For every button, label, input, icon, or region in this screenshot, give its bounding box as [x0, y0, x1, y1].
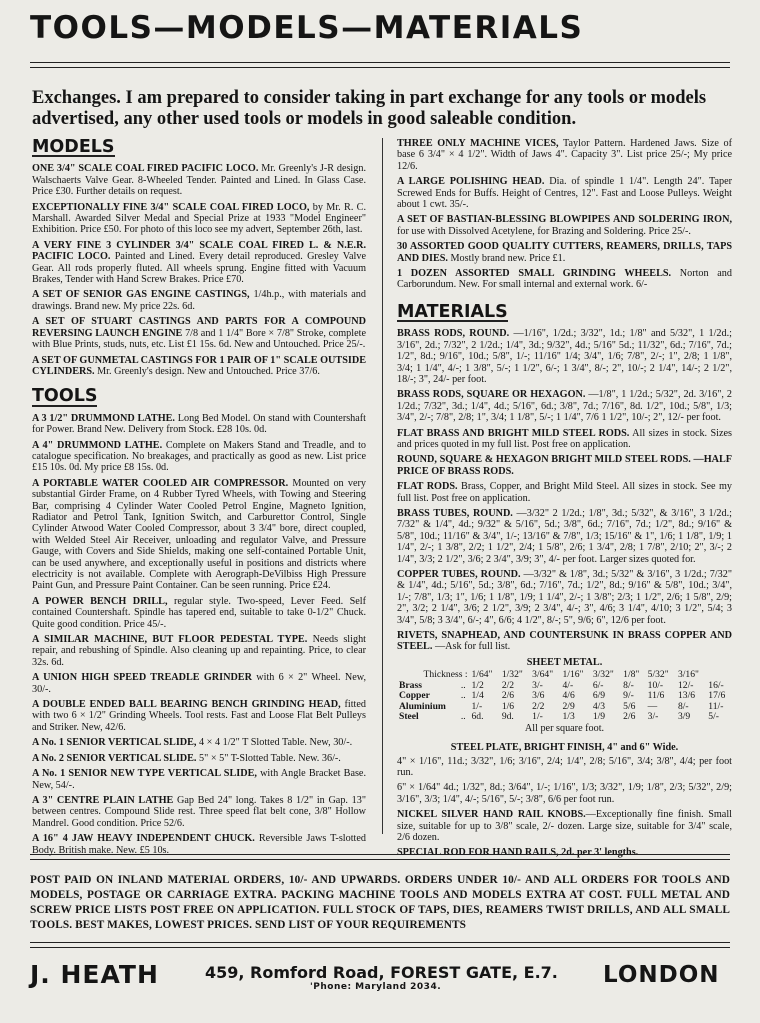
- listing-lead: A UNION HIGH SPEED TREADLE GRINDER: [32, 672, 252, 684]
- price-cell: 1/6: [501, 700, 515, 712]
- listing-body: Mounted on very substantial Girder Frame, on 4 Rubber Tyred Wheels, with Towing and Steering Bar, comprising 4 Cylinder Water Cooled Petrol Engine, Magneto Ignition, Radiator and Petrol Tank, Ignition Switch, and Carburettor Control, Single Cylinder Atwood Water Cooled Compressor, about 3 3/4" bore, direct coupled, with Welded Steel Air Receiver, unloading and regulator Valve, and Pressure Gauge, with Covers and Side Shields, making one self-contained Portable Unit, can be used anywhere, and exceptionally useful in positions and districts where electricity is not available. Complete with Aerograph-DeVilbiss High Pressure Paint Gun, and Pressure Paint Container. Can be seen running. Price £24.: [32, 477, 367, 592]
- left-column: [32, 138, 366, 860]
- listing-body: Brass, Copper, and Bright Mild Steel. All sizes in stock. See my full list. Post free on application.: [397, 481, 733, 504]
- listing-lead: A No. 1 SENIOR NEW TYPE VERTICAL SLIDE,: [32, 768, 257, 780]
- listing-body: fitted with two 6 × 1/2" Grinding Wheels. Tool rests. Fast and Loose Flat Belt Pulleys and Striker. New, 42/6.: [32, 699, 366, 733]
- listing-body: 1/4h.p., with materials and drawings. Brand new. My price 22s. 6d.: [32, 289, 366, 312]
- listing-item: [32, 596, 366, 630]
- listing-lead: A SET OF SENIOR GAS ENGINE CASTINGS,: [32, 289, 250, 301]
- listing-lead: A SIMILAR MACHINE, BUT FLOOR PEDESTAL TYPE.: [32, 634, 308, 646]
- address: 459, Romford Road, FOREST GATE, E.7.: [205, 963, 558, 982]
- listing-body: Mr. Greenly's design. New and Untouched. Price 37/6.: [97, 365, 320, 377]
- listing-item: [32, 753, 366, 764]
- listing-item: [32, 240, 366, 286]
- listing-lead: A 16" 4 JAW HEAVY INDEPENDENT CHUCK.: [32, 833, 255, 845]
- listing-lead: THREE ONLY MACHINE VICES,: [397, 138, 559, 149]
- materials-heading: MATERIALS: [397, 301, 508, 322]
- listing-item: [32, 478, 366, 592]
- listing-body: Reversible Jaws T-slotted Body. British make. New. £5 10s.: [32, 833, 366, 856]
- sheet-metal-note: All per square foot.: [524, 722, 605, 734]
- listing-item: [32, 316, 366, 350]
- thickness-value: 1/8": [623, 669, 640, 681]
- listing-item: [397, 454, 732, 477]
- listing-lead: A LARGE POLISHING HEAD.: [397, 176, 545, 188]
- listing-item: [397, 268, 732, 291]
- price-cell: 11/6: [647, 690, 665, 702]
- listing-item: [32, 634, 366, 668]
- listing-body: Norton and Carborundum. New. For small internal and external work. 6/-: [397, 268, 732, 291]
- listing-item: [397, 508, 732, 565]
- listing-lead: A VERY FINE 3 CYLINDER 3/4" SCALE COAL FIRED L. & N.E.R. PACIFIC LOCO.: [32, 239, 366, 263]
- price-cell: —: [647, 700, 658, 712]
- price-cell: 4/6: [562, 690, 575, 702]
- thickness-value: 3/64": [532, 669, 554, 681]
- listing-body: Taylor Pattern. Hardened Jaws. Size of base 6 3/4" × 4 1/2". Width of Jaws 4". Capacity 3". List price 25/-; My price 12/6.: [397, 138, 732, 172]
- listing-lead: BRASS RODS, SQUARE OR HEXAGON.: [397, 389, 586, 401]
- price-cell: 12/-: [677, 679, 694, 691]
- sheet-metal-body: [397, 681, 732, 723]
- listing-body: 4 × 4 1/2" T Slotted Table. New, 30/-.: [199, 737, 353, 749]
- listing-item: [397, 569, 732, 626]
- metal-name: Steel: [399, 711, 419, 723]
- listing-body: with 6 × 2" Wheel. New, 30/-.: [32, 672, 366, 695]
- price-cell: 2/6: [623, 711, 636, 723]
- price-cell: 5/6: [623, 700, 636, 712]
- exchange-notice: Exchanges. I am prepared to consider taking in part exchange for any tools or models advertised, any other used tools or models in good saleable condition.: [32, 88, 707, 129]
- nickel-knobs-item: [397, 809, 732, 843]
- listing-item: [32, 163, 366, 197]
- price-cell: 3/6: [532, 690, 545, 702]
- leader-dots: ..: [460, 679, 466, 691]
- thickness-label: Thickness :: [423, 669, 468, 681]
- listing-body: —3/32" & 1/8", 3d.; 5/32" & 3/16", 3 1/2d.; 7/32" & 1/4", 4d.; 5/16", 5d.; 3/8", 6d.; 7/16", 7d.; 1/2", 8d.; 9/16" & 5/8", 10d.; 3/4", 1/-; 7/8", 1/3; 1", 1/6; 1 1/8", 1/9; 1 1/4", 2/-; 1 3/8"; 2/3; 1 1/2", 2/6; 1 5/8", 2/9; 2", 3/2; 2 1/4", 3/6; 2 1/2", 3/9; 2 3/4", 4/-; 3", 4/6; 3 1/4", 4/10; 3 1/2", 5/4; 3 3/4", 5/8; 3 3/4", 6/-; 4", 6/6; 4 1/2", 8/-; 5", 9/6; 6", 12/6 per foot.: [397, 569, 732, 626]
- listing-item: [32, 737, 366, 748]
- listing-lead: A SET OF STUART CASTINGS AND PARTS FOR A COMPOUND REVERSING LAUNCH ENGINE: [32, 316, 366, 339]
- listing-body: —3/32" 2 1/2d.; 1/8", 3d.; 5/32", & 3/16", 3 1/2d.; 7/32" & 1/4", 4d.; 9/32" & 5/16", 5d.; 3/8", 6d.; 7/16", 7d.; 1/2", 8d.; 9/16" & 5/8", 10d.; 11/16" & 3/4", 1/-; 13/16" & 7/8", 1/3; 15/16" & 1", 1/6; 1 1/8", 1/9; 1 1/4", 2/-; 1 3/8", 2/2; 1 1/2", 2/4; 1 5/8", 2/6; 1 3/4", 2/8; 1 7/8", 2/10; 2", 3/-; 2 1/4", 3/3; 2 1/2", 3/6; 2 3/4", 3/9; 3", 4/- per foot. Larger sizes quoted for.: [397, 507, 733, 565]
- listing-item: [397, 241, 732, 264]
- listing-item: [32, 413, 366, 436]
- listing-body: by Mr. R. C. Marshall. Awarded Silver Medal and Special Prize at 1933 "Model Engineer" Exhibition. Price £50. For photo of this loco see my advert, September 26th, last.: [32, 201, 367, 236]
- column-divider: [382, 138, 383, 834]
- metal-name: Copper: [399, 690, 430, 702]
- thickness-value: 1/64": [471, 669, 493, 681]
- title-rule-double: [30, 67, 730, 68]
- listing-lead: COPPER TUBES, ROUND.: [397, 569, 521, 580]
- price-cell: 8/-: [623, 679, 634, 691]
- listing-body: Complete on Makers Stand and Treadle, and to catalogue specification. No breakages, and practically as good as new. List price £15 10s. 0d. My price £8 15s. 0d.: [32, 439, 366, 474]
- listing-lead: ONE 3/4" SCALE COAL FIRED PACIFIC LOCO.: [32, 163, 259, 175]
- listing-item: [397, 428, 732, 451]
- city: LONDON: [603, 962, 720, 988]
- brand-name: J. HEATH: [30, 960, 159, 989]
- metal-name: Aluminium: [399, 700, 446, 712]
- price-cell: 6d.: [471, 711, 484, 723]
- price-cell: 10/-: [647, 679, 664, 691]
- listing-item: [397, 389, 732, 423]
- price-cell: 6/-: [592, 679, 604, 691]
- listing-body: —Ask for full list.: [434, 641, 511, 653]
- listing-body: 7/8 and 1 1/4" Bore × 7/8" Stroke, complete with Blue Prints, studs, nuts, etc. List £1 15s. 6d. New and Untouched. Price 25/-.: [32, 327, 366, 351]
- listing-lead: BRASS TUBES, ROUND.: [397, 507, 513, 519]
- listing-item: [397, 214, 732, 237]
- listing-body: All sizes in stock. Sizes and prices quoted in my full list. Post free on application.: [397, 427, 732, 450]
- thickness-value: 3/32": [592, 669, 614, 681]
- leader-dots: ..: [460, 690, 466, 702]
- nickel-knobs-lead: NICKEL SILVER HAND RAIL KNOBS.: [397, 809, 586, 821]
- listing-lead: A 3" CENTRE PLAIN LATHE: [32, 794, 174, 806]
- price-cell: 6/9: [592, 690, 606, 702]
- listing-lead: FLAT RODS.: [397, 481, 458, 493]
- listing-body: Dia. of spindle 1 1/4". Length 24". Taper Screwed Ends for Buffs. Height of Centres, 12". Fast and Loose Pulleys. Weight about 1 cwt. 35/-.: [397, 176, 733, 211]
- sheet-metal-table: [397, 670, 732, 723]
- models-list: [32, 163, 366, 377]
- listing-item: [32, 355, 366, 378]
- listing-lead: A DOUBLE ENDED BALL BEARING BENCH GRINDING HEAD,: [32, 699, 341, 711]
- thickness-value: 3/16": [677, 669, 699, 681]
- steel-plate-line-2: 6" × 1/64" 4d.; 1/32", 8d.; 3/64", 1/-; 1/16", 1/3; 3/32", 1/9; 1/8", 2/3; 5/32", 2/9; 3/16", 3/3; 1/4", 4/-; 5/16", 5/-; 3/8", 6/6 per foot run.: [397, 782, 732, 805]
- price-cell: 1/9: [592, 711, 606, 723]
- listing-item: [32, 289, 366, 312]
- title-rule: [30, 62, 730, 63]
- price-cell: 3/-: [647, 711, 659, 723]
- listing-body: regular style. Two-speed, Lever Feed. Self contained Countershaft. Spindle has tapered end, suitable to take 0-1/2" Chuck. Quite good condition. Price 45/-.: [32, 595, 367, 630]
- footer-rule-bottom: [30, 942, 730, 943]
- listing-body: —1/8", 1 1/2d.; 5/32", 2d. 3/16", 2 1/2d.; 7/32", 3d.; 1/4", 4d.; 5/16", 6d.; 3/8", 7d.; 7/16", 8d. 1/2", 10d.; 5/8", 1/3; 3/4", 2/-; 7/8", 2/8; 1", 3/4; 1 1/8", 5/-; 1 1/4", 7/6 1 1/2", 10/-; 2", 12/- per foot.: [397, 389, 732, 424]
- listing-body: Mostly brand new. Price £1.: [450, 252, 566, 264]
- listing-lead: RIVETS, SNAPHEAD, AND COUNTERSUNK IN BRASS COPPER AND STEEL.: [397, 630, 732, 653]
- footer-terms: POST PAID ON INLAND MATERIAL ORDERS, 10/- AND UPWARDS. ORDERS UNDER 10/- AND ALL ORDERS FOR TOOLS AND MODELS, POSTAGE OR CARRIAGE EXTRA. PACKING MACHINE TOOLS AND MODELS EXTRA AT COST. FULL METAL AND SCREW PRICE LISTS POST FREE ON APPLICATION. FULL STOCK OF TAPS, DIES, REAMERS TWIST DRILLS, AND ALL SMALL TOOLS. BEST MAKES, LOWEST PRICES. SEND LIST OF YOUR REQUIREMENTS: [30, 874, 730, 931]
- listing-lead: A No. 1 SENIOR VERTICAL SLIDE,: [32, 737, 197, 749]
- price-cell: 9d.: [501, 711, 514, 723]
- listing-lead: A SET OF GUNMETAL CASTINGS FOR 1 PAIR OF 1" SCALE OUTSIDE CYLINDERS.: [32, 354, 366, 377]
- price-cell: 3/9: [677, 711, 691, 723]
- listing-body: with Angle Bracket Base. New, 54/-.: [32, 768, 366, 791]
- price-cell: 11/-: [708, 700, 724, 712]
- listing-item: [32, 768, 366, 791]
- price-cell: 13/6: [677, 690, 696, 702]
- price-cell: 2/2: [532, 700, 545, 712]
- listing-item: [32, 833, 366, 856]
- page-title: TOOLS—MODELS—MATERIALS: [30, 10, 584, 46]
- listing-body: Mr. Greenly's J-R design. Walschaerts Valve Gear. 8-Wheeled Tender. Painted and Lined. In Glass Case. Price £30. Further details on request.: [32, 163, 366, 198]
- sheet-metal-title: SHEET METAL.: [526, 656, 603, 668]
- listing-body: Gap Bed 24" long. Takes 8 1/2" in Gap. 13" between centres. Compound Slide rest. Three speed flat belt cone, 3/8" Hollow Mandrel. Good condition. Price 52/6.: [32, 794, 366, 829]
- price-cell: 1/-: [532, 711, 543, 723]
- price-cell: 16/-: [708, 679, 724, 691]
- listing-body: —1/16", 1/2d.; 3/32", 1d.; 1/8" and 5/32", 1 1/2d.; 3/16", 2d.; 7/32", 2 1/2d.; 1/4", 3d.; 9/32", 4d.; 5/16" 5d.; 11/32", 6d.; 7/16", 7d.; 1/2", 8d.; 9/16", 10d.; 5/8", 1/-; 11/16" 1/4; 3/4", 1/6; 7/8", 2/-; 1", 2/8; 1 1/8", 3/4; 1 1/4", 4/-; 1 3/8", 5/-; 1 1/2", 6/-; 1 3/4", 8/-; 2", 10/-; 2 1/4", 14/-; 2 1/2", 18/-; 3", 24/- per foot.: [397, 328, 732, 385]
- listing-item: [32, 795, 366, 829]
- listing-lead: A No. 2 SENIOR VERTICAL SLIDE.: [32, 752, 197, 764]
- metal-name: Brass: [399, 679, 422, 691]
- listing-lead: A POWER BENCH DRILL,: [32, 595, 168, 607]
- price-cell: 1/4: [471, 690, 484, 702]
- right-tools-list: [397, 138, 732, 291]
- thickness-value: 1/32": [501, 669, 523, 681]
- listing-item: [397, 176, 732, 210]
- price-cell: 8/-: [677, 700, 689, 712]
- listing-item: [397, 138, 732, 172]
- footer-rule-bottom-double: [30, 947, 730, 948]
- tools-list: [32, 413, 366, 856]
- price-cell: 1/2: [471, 679, 484, 691]
- footer-rule-top: [30, 854, 730, 855]
- price-cell: 4/-: [562, 679, 574, 691]
- price-cell: 2/2: [501, 679, 515, 691]
- listing-item: [32, 672, 366, 695]
- listing-body: Long Bed Model. On stand with Countershaft for Power. Brand New. Delivery from Stock. £28 10s. 0d.: [32, 412, 367, 436]
- right-column: [397, 138, 732, 863]
- listing-item: [32, 699, 366, 733]
- listing-lead: FLAT BRASS AND BRIGHT MILD STEEL RODS.: [397, 427, 630, 439]
- listing-lead: A 3 1/2" DRUMMOND LATHE.: [32, 412, 175, 424]
- listing-body: for use with Dissolved Acetylene, for Brazing and Soldering. Price 25/-.: [397, 225, 691, 237]
- models-heading: MODELS: [32, 137, 115, 157]
- listing-lead: A PORTABLE WATER COOLED AIR COMPRESSOR.: [32, 477, 289, 489]
- price-cell: 3/-: [532, 679, 543, 691]
- steel-plate-line-1: 4" × 1/16", 11d.; 3/32", 1/6; 3/16", 2/4; 1/4", 2/8; 5/16", 3/4; 3/8", 4/4; per foot run.: [397, 755, 732, 778]
- listing-lead: 30 ASSORTED GOOD QUALITY CUTTERS, REAMERS, DRILLS, TAPS AND DIES.: [397, 241, 732, 264]
- price-cell: 1/3: [562, 711, 575, 723]
- listing-body: Needs slight repair, and rebushing of Spindle. Also cleaning up and repainting. Price, to clear 32s. 6d.: [32, 634, 366, 668]
- thickness-value: 1/16": [562, 669, 584, 681]
- listing-item: [397, 481, 732, 504]
- materials-list: [397, 328, 732, 653]
- listing-lead: EXCEPTIONALLY FINE 3/4" SCALE COAL FIRED LOCO,: [32, 201, 310, 213]
- phone: 'Phone: Maryland 2034.: [310, 982, 442, 992]
- price-cell: 2/6: [501, 690, 515, 702]
- listing-body: Painted and Lined. Every detail reproduced. Gresley Valve Gear. All rods properly fluted. All wheels sprung. Engine fitted with Vacuum Brakes, Tender with Hand Screw Brakes. Price £70.: [32, 251, 366, 286]
- special-rod-item: SPECIAL ROD FOR HAND RAILS, 2d. per 3' lengths.: [397, 847, 639, 859]
- leader-dots: ..: [460, 711, 466, 723]
- tools-heading: TOOLS: [32, 386, 98, 407]
- listing-lead: 1 DOZEN ASSORTED SMALL GRINDING WHEELS.: [397, 268, 672, 280]
- listing-lead: ROUND, SQUARE & HEXAGON BRIGHT MILD STEEL RODS. —HALF PRICE OF BRASS RODS.: [397, 454, 732, 477]
- listing-item: [32, 202, 366, 236]
- price-cell: 1/-: [471, 700, 483, 712]
- price-cell: 17/6: [708, 690, 726, 702]
- listing-body: 5" × 5" T-Slotted Table. New. 36/-.: [199, 752, 341, 764]
- sheet-metal-row: [397, 712, 732, 723]
- price-cell: 4/3: [592, 700, 606, 712]
- listing-item: [32, 440, 366, 474]
- listing-lead: A 4" DRUMMOND LATHE.: [32, 439, 163, 451]
- price-cell: 9/-: [623, 690, 634, 702]
- price-cell: 5/-: [708, 711, 719, 723]
- listing-item: [397, 630, 732, 653]
- listing-lead: A SET OF BASTIAN-BLESSING BLOWPIPES AND SOLDERING IRON,: [397, 214, 732, 226]
- price-cell: 2/9: [562, 700, 575, 712]
- footer-rule-top-double: [30, 859, 730, 860]
- listing-lead: BRASS RODS, ROUND.: [397, 328, 510, 340]
- steel-plate-title: STEEL PLATE, BRIGHT FINISH, 4" and 6" Wide.: [450, 742, 679, 754]
- listing-item: [397, 328, 732, 385]
- nickel-knobs-body: —Exceptionally fine finish. Small size, suitable for up to 3/8" scale, 2/- dozen. Large size, suitable for 3/4" scale, 2/6 dozen.: [397, 809, 732, 843]
- thickness-value: 5/32": [647, 669, 669, 681]
